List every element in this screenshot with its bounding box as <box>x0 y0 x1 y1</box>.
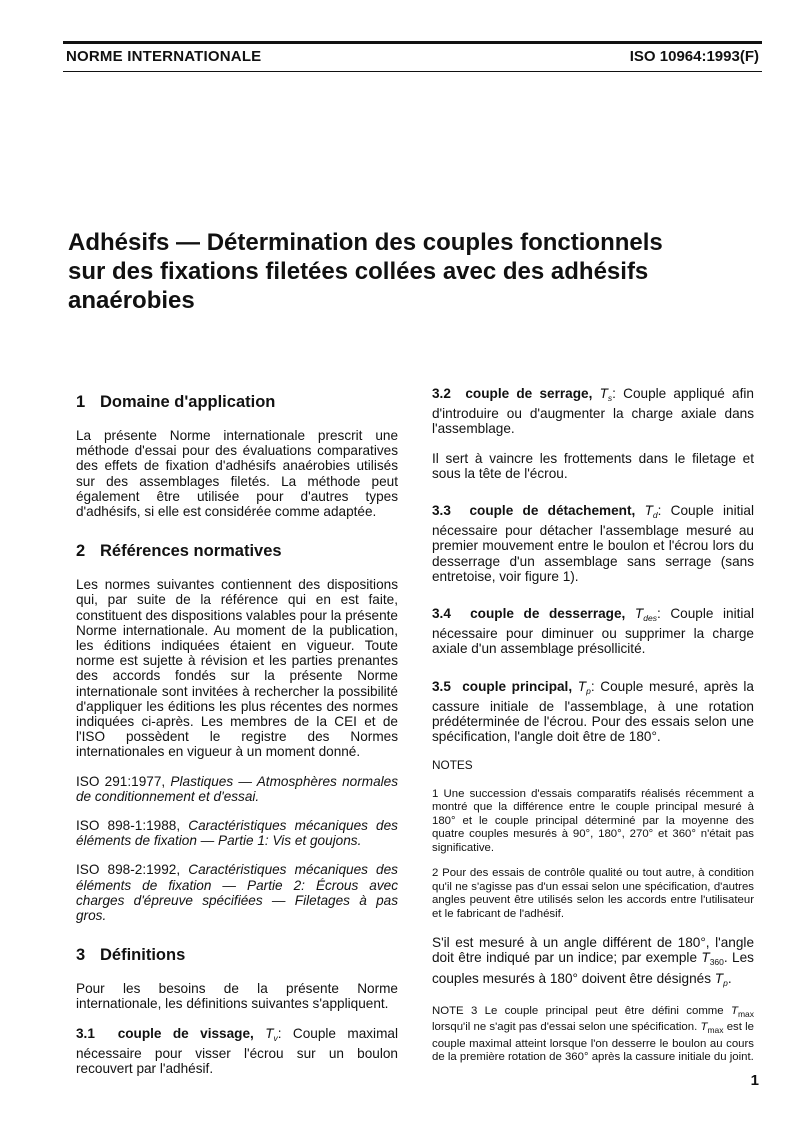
note-1: 1 Une succession d'essais comparatifs réalisés récemment a montré que la différence entre le couple principal mesuré à 180° et le couple principal déterminé par la moyenne des quatre couples mesurés à 90°, 180°, 270° et 360° n'était pas significative. <box>432 787 754 854</box>
note-3: NOTE 3 Le couple principal peut être défini comme $T_{max}$ lorsqu'il ne s'agit pas d'essai selon une spécification. $T_{max}$ est le couple maximal atteint lorsque l'on desserre le boulon au cours de la première rotation de 360° après la cassure initiale du joint. <box>432 1004 754 1064</box>
section3-intro: Pour les besoins de la présente Norme internationale, les définitions suivantes s'appliquent. <box>76 981 398 1012</box>
section-heading: 2 Références normatives <box>76 542 282 561</box>
angle-paragraph: S'il est mesuré à un angle différent de 180°, l'angle doit être indiqué par un indice; par exemple $T_{360}$. Les couples mesurés à 180° doivent être désignés $T_p$. <box>432 935 754 988</box>
definition-3-4: 3.4 couple de desserrage, $T_{des}$: Couple initial nécessaire pour diminuer ou supprimer la charge axiale d'un assemblage présollicité. <box>432 606 754 657</box>
note-2: 2 Pour des essais de contrôle qualité ou tout autre, à condition qu'il ne s'agisse pas d'un essai selon une spécification, d'autres angles peuvent être utilisés selon les accords entre l'utilisateur et le fabricant de l'adhésif. <box>432 867 754 920</box>
definition-3-2-extra: Il sert à vaincre les frottements dans le filetage et sous la tête de l'écrou. <box>432 450 754 481</box>
definition-3-1: 3.1 couple de vissage, $T_v$: Couple maximal nécessaire pour visser l'écrou sur un boulon recouvert par l'adhésif. <box>76 1025 398 1077</box>
document-title <box>68 228 708 315</box>
section-heading: 1 Domaine d'application <box>76 393 276 411</box>
page-number: 1 <box>750 1072 759 1089</box>
reference-item: ISO 898-2:1992, Caractéristiques mécaniques des éléments de fixation — Partie 2: Écrous avec charges d'épreuve spécifiées — Filetages à pas gros. <box>76 862 398 924</box>
definition-3-3: 3.3 couple de détachement, $T_d$: Couple initial nécessaire pour détacher l'assemblage mesuré au premier mouvement entre le boulon et l'écrou lors du desserrage d'un assemblage sans serrage (sans entretoise, voir figure 1). <box>432 503 754 584</box>
right-column <box>432 386 754 1065</box>
header-rule-bottom <box>63 71 762 72</box>
section-heading: 3 Définitions <box>76 946 186 965</box>
section2-text: Les normes suivantes contiennent des dispositions qui, par suite de la référence qui en est faite, constituent des dispositions valables pour la présente Norme internationale. Au moment de la publication, les éditions indiquées étaient en vigueur. Toute norme est sujette à révision et les parties prenantes des accords fondés sur la présente Norme internationale sont invitées à rechercher la possibilité d'appliquer les éditions les plus récentes des normes indiquées ci-après. Les membres de la CEI et de l'ISO possèdent le registre des Normes internationales en vigueur à un moment donné. <box>76 577 398 760</box>
notes-heading: NOTES <box>432 758 473 773</box>
title-line: Adhésifs — Détermination des couples fonctionnels <box>68 229 663 256</box>
header-standard-number: ISO 10964:1993(F) <box>629 48 759 65</box>
header-left: NORME INTERNATIONALE <box>66 48 262 65</box>
title-line: anaérobies <box>68 287 195 314</box>
left-column <box>76 392 398 1076</box>
reference-item: ISO 898-1:1988, Caractéristiques mécaniques des éléments de fixation — Partie 1: Vis et goujons. <box>76 818 398 849</box>
section1-text: La présente Norme internationale prescrit une méthode d'essai pour des évaluations comparatives des effets de fixation d'adhésifs anaérobies utilisés sur des assemblages filetés. La méthode peut également être utilisée pour d'autres types d'adhésifs, si elle est considérée comme adaptée. <box>76 428 398 520</box>
header-rule-top <box>63 41 762 44</box>
definition-3-2: 3.2 couple de serrage, $T_s$: Couple appliqué afin d'introduire ou d'augmenter la charge axiale dans l'assemblage. <box>432 386 754 437</box>
definition-3-5: 3.5 couple principal, $T_p$: Couple mesuré, après la cassure initiale de l'assemblage, à une rotation prédéterminée de l'écrou. Pour des essais selon une spécification, l'angle doit être de 180°. <box>432 678 754 745</box>
reference-item: ISO 291:1977, Plastiques — Atmosphères normales de conditionnement et d'essai. <box>76 773 399 804</box>
title-line: sur des fixations filetées collées avec des adhésifs <box>68 258 649 285</box>
